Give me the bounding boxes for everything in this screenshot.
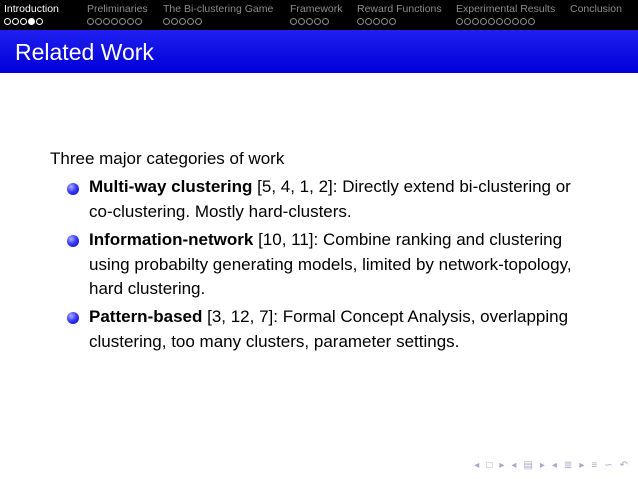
frame-dot[interactable]: [12, 18, 19, 25]
frame-dot[interactable]: [528, 18, 535, 25]
next-subsection-icon[interactable]: ▸: [539, 460, 545, 471]
previous-frame-icon[interactable]: ◂: [474, 460, 480, 471]
frame-dot[interactable]: [314, 18, 321, 25]
nav-section-dots: [456, 18, 555, 26]
frame-dot[interactable]: [163, 18, 170, 25]
section-icon[interactable]: ≣: [563, 460, 573, 471]
frame-dot[interactable]: [36, 18, 43, 25]
nav-section-label[interactable]: Preliminaries: [87, 3, 148, 15]
nav-section-bi-clustering-game[interactable]: [163, 3, 273, 26]
nav-section-dots: [290, 18, 343, 26]
frame-dot[interactable]: [488, 18, 495, 25]
nav-section-dots: [87, 18, 148, 26]
list-item-term: Information-network: [89, 230, 254, 249]
nav-section-reward-functions[interactable]: [357, 3, 442, 26]
align-icon[interactable]: ≡: [591, 460, 598, 471]
frame-dot[interactable]: [504, 18, 511, 25]
section-navbar: [0, 0, 638, 30]
subsection-icon[interactable]: ▤: [523, 460, 533, 471]
frame-dot[interactable]: [496, 18, 503, 25]
frame-dot[interactable]: [111, 18, 118, 25]
nav-section-introduction[interactable]: [4, 3, 59, 26]
frame-dot[interactable]: [119, 18, 126, 25]
nav-section-label[interactable]: Experimental Results: [456, 3, 556, 15]
nav-section-label[interactable]: Reward Functions: [357, 3, 442, 15]
frame-dot[interactable]: [298, 18, 305, 25]
previous-section-icon[interactable]: ◂: [551, 460, 557, 471]
frame-dot[interactable]: [456, 18, 463, 25]
frame-dot[interactable]: [512, 18, 519, 25]
nav-section-label[interactable]: The Bi-clustering Game: [163, 3, 274, 15]
previous-subsection-icon[interactable]: ◂: [511, 460, 517, 471]
nav-section-label[interactable]: Framework: [290, 3, 343, 15]
frame-dot[interactable]: [472, 18, 479, 25]
bullet-icon: [67, 235, 79, 247]
frame-dot[interactable]: [135, 18, 142, 25]
nav-section-label[interactable]: Conclusion: [570, 3, 622, 15]
frame-dot[interactable]: [389, 18, 396, 25]
list-item: [89, 228, 589, 302]
frame-dot[interactable]: [464, 18, 471, 25]
list-item-text: [5, 4, 1, 2]: Directly extend bi-clustering or co-clustering. Mostly hard-clusters.: [89, 177, 571, 221]
nav-section-label[interactable]: Introduction: [4, 3, 59, 15]
frame-dot[interactable]: [357, 18, 364, 25]
search-icon[interactable]: ∽: [604, 460, 613, 471]
next-frame-icon[interactable]: ▸: [499, 460, 505, 471]
frame-dot[interactable]: [306, 18, 313, 25]
frame-dot[interactable]: [322, 18, 329, 25]
frame-dot[interactable]: [187, 18, 194, 25]
frame-dot[interactable]: [87, 18, 94, 25]
frame-dot[interactable]: [381, 18, 388, 25]
back-icon[interactable]: ↶: [619, 460, 628, 471]
nav-section-experimental-results[interactable]: [456, 3, 555, 26]
list-item-term: Pattern-based: [89, 307, 203, 326]
frame-icon[interactable]: □: [486, 460, 493, 471]
frame-dot[interactable]: [520, 18, 527, 25]
list-item-term: Multi-way clustering: [89, 177, 253, 196]
nav-section-preliminaries[interactable]: [87, 3, 148, 26]
frame-dot[interactable]: [179, 18, 186, 25]
list-item-text: [3, 12, 7]: Formal Concept Analysis, overlapping clustering, too many clusters, parameter settings.: [89, 307, 569, 351]
frame-dot[interactable]: [171, 18, 178, 25]
frame-dot[interactable]: [373, 18, 380, 25]
frame-dot[interactable]: [95, 18, 102, 25]
list-item: [89, 175, 589, 224]
beamer-navigation-controls: [474, 460, 628, 472]
current-frame-dot[interactable]: [28, 18, 35, 25]
frame-dot[interactable]: [290, 18, 297, 25]
nav-section-dots: [4, 18, 59, 26]
frame-dot[interactable]: [20, 18, 27, 25]
frame-dot[interactable]: [480, 18, 487, 25]
nav-section-conclusion[interactable]: [570, 3, 622, 15]
frame-title-bar: [0, 30, 638, 73]
slide-title: Related Work: [15, 39, 154, 65]
list-item: [89, 305, 589, 354]
bullet-icon: [67, 312, 79, 324]
nav-section-framework[interactable]: [290, 3, 343, 26]
frame-dot[interactable]: [4, 18, 11, 25]
bullet-icon: [67, 183, 79, 195]
nav-section-dots: [357, 18, 442, 26]
frame-dot[interactable]: [365, 18, 372, 25]
nav-section-dots: [163, 18, 273, 26]
frame-dot[interactable]: [103, 18, 110, 25]
intro-text: Three major categories of work: [50, 149, 285, 168]
frame-dot[interactable]: [195, 18, 202, 25]
list-item-text: [10, 11]: Combine ranking and clustering using probabilty generating models, limited by network-topology, hard clustering.: [89, 230, 572, 298]
next-section-icon[interactable]: ▸: [579, 460, 585, 471]
frame-dot[interactable]: [127, 18, 134, 25]
